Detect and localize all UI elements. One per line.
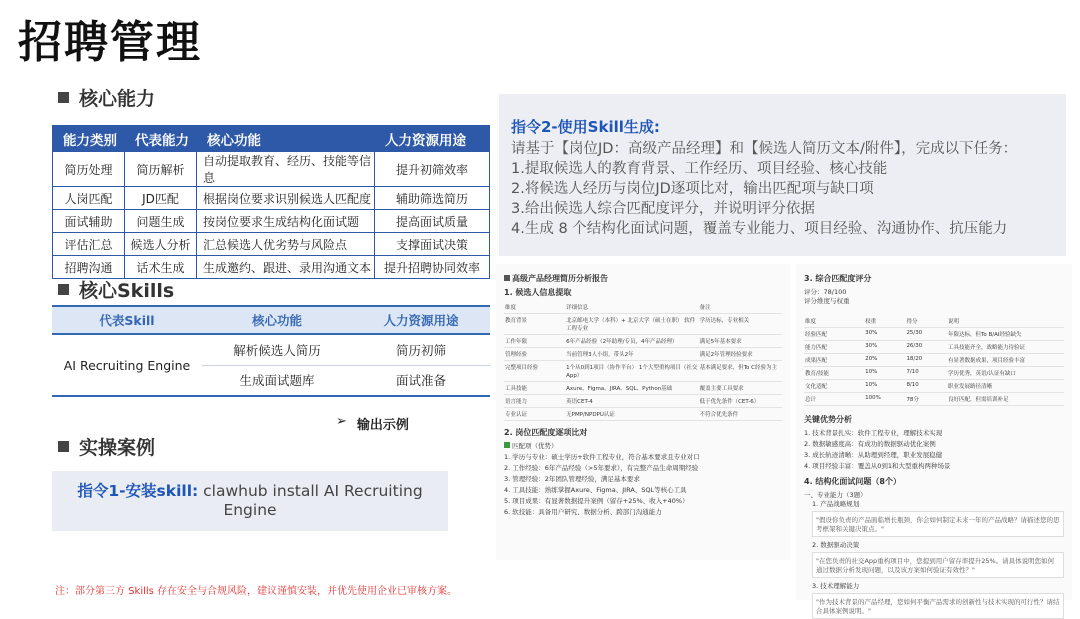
score-basis: 评分维度与权重: [804, 297, 850, 305]
score-cell: 30%: [864, 341, 905, 354]
score-cell: 能力匹配: [804, 341, 864, 354]
question-title: 1. 产品战略规划: [812, 500, 860, 508]
score-cell: 8/10: [905, 380, 947, 393]
match-item: 5. 项目成果：有显著数据提升案例（留存+25%、收入+40%）: [504, 497, 689, 505]
table-row: [53, 210, 490, 233]
arrow-icon: ➢: [336, 414, 347, 429]
report-row: [504, 348, 782, 361]
table-cell: 生成面试题库: [202, 365, 352, 396]
question-text: "作为技术背景的产品经理，您如何平衡产品需求的创新性与技术实现的可行性？请结合具体案例说明。": [812, 593, 1064, 619]
advantage-text: 项目经验丰富：覆盖从0到1和大型重构两种场景: [812, 462, 951, 470]
match-item: 1. 学历与专业：硕士学历+软件工程专业，符合基本要求且专业对口: [504, 453, 700, 461]
skill-name: AI Recruiting Engine: [52, 334, 202, 396]
table-cell: 简历初筛: [395, 342, 446, 358]
table-cell: 自动提取教育、经历、技能等信息: [197, 152, 375, 187]
score-row: [804, 354, 1064, 367]
score-cell: 20%: [864, 354, 905, 367]
risk-note: 注：部分第三方 Skills 存在安全与合规风险，建议谨慎安装，并优先使用企业已审核方案。: [55, 586, 458, 597]
table-cell: 话术生成: [125, 256, 197, 279]
cmd2-line: 4.生成 8 个结构化面试问题，覆盖专业能力、项目经验、沟通协作、抗压能力: [511, 221, 1008, 237]
match-text: 工具技能：熟练掌握Axure、Figma、JIRA、SQL等核心工具: [512, 486, 687, 494]
advantage-item: 3. 成长轨迹清晰：从助理到经理，职业发展稳健: [804, 451, 943, 459]
table-cell: JD匹配: [125, 187, 197, 210]
report-cell: 工具技能: [504, 382, 565, 395]
score-cell: 26/30: [905, 341, 947, 354]
report-cell: 无PMP/NPDPU认证: [565, 408, 698, 421]
table-header: 能力类别: [53, 126, 125, 152]
report-section: 1. 候选人信息提取: [504, 288, 572, 297]
table-cell: 支撑面试决策: [375, 233, 490, 256]
report-row: [504, 395, 782, 408]
score-table: 维度 权重 得分 说明 经验匹配 30% 25/30 年限达标，但To B/AI经验缺失 能力匹配 30% 26/30 工具技能齐全，战略能力待验证 成果匹配 20% 18/20 有显著数据成果，项目经验丰富 教育/技能 10% 7/10 学历优秀，英语/认证有缺口 文化适配 10% 8/10 职业发展路径清晰 总计 100% 78分 良好匹配，但需培训补足: [804, 315, 1064, 406]
table-header: 代表Skill: [52, 306, 202, 334]
table-cell: 根据岗位要求识别候选人匹配度: [197, 187, 375, 210]
match-list: [504, 452, 782, 516]
report-cell: 当前管理3人小组，带头2年: [565, 348, 698, 361]
score-row: [804, 380, 1064, 393]
key-advantages: 关键优势分析: [804, 415, 852, 424]
section-practice: 实操案例: [58, 433, 155, 460]
match-item: 3. 管理经验：2年团队管理经验，满足基本要求: [504, 475, 640, 483]
advantage-item: 4. 项目经验丰富：覆盖从0到1和大型重构两种场景: [804, 462, 951, 470]
advantage-text: 技术背景扎实：软件工程专业，理解技术实现: [812, 429, 943, 437]
table-cell: 面试辅助: [53, 210, 125, 233]
cmd2-line: 2.将候选人经历与岗位JD逐项比对，输出匹配项与缺口项: [511, 181, 874, 197]
report-row: [504, 408, 782, 421]
score-cell: 30%: [864, 328, 905, 341]
report-cell: 1个从0到1项目（协作平台） 1个大型重构项目（社交App）: [565, 361, 698, 382]
score-cell: 78分: [905, 393, 947, 406]
table-cell: 辅助筛选简历: [375, 187, 490, 210]
table-cell: 人岗匹配: [53, 187, 125, 210]
report-cell: 英语CET-4: [565, 395, 698, 408]
match-text: 学历与专业：硕士学历+软件工程专业，符合基本要求且专业对口: [512, 453, 700, 461]
score-cell: 年限达标，但To B/AI经验缺失: [947, 328, 1064, 341]
score-cell: 经验匹配: [804, 328, 864, 341]
report-cell: 满足2年管理经验要求: [699, 348, 782, 361]
report-cell: 覆盖主要工具要求: [699, 382, 782, 395]
usage-command-panel: [499, 94, 1066, 256]
report-title: 高级产品经理简历分析报告: [504, 273, 782, 284]
question-text: "在您负责的社交App重构项目中，您提到用户留存率提升25%。请具体说明您如何通过数据分析发现问题，以及该方案如何验证有效性？": [812, 552, 1064, 578]
table-header: 代表能力: [125, 126, 197, 152]
advantage-list: [804, 428, 1064, 470]
score-cell: 总计: [804, 393, 864, 406]
score-row: [804, 393, 1064, 406]
score-cell: 有显著数据成果，项目经验丰富: [947, 354, 1064, 367]
match-item: 6. 软技能：具备用户研究、数据分析、跨部门沟通能力: [504, 508, 662, 516]
table-header: 核心功能: [202, 306, 352, 334]
table-cell: 简历解析: [125, 152, 197, 187]
report-cell: Axure、Figma、JIRA、SQL、Python基础: [565, 382, 698, 395]
score-cell: 良好匹配，但需培训补足: [947, 393, 1064, 406]
square-bullet-icon: [58, 441, 69, 452]
table-cell: 解析候选人简历: [233, 342, 321, 358]
score-row: [804, 328, 1064, 341]
section-core-ability: 核心能力: [58, 84, 155, 111]
table-cell: 汇总候选人优劣势与风险点: [197, 233, 375, 256]
table-cell: 按岗位要求生成结构化面试题: [197, 210, 375, 233]
score-cell: 10%: [864, 380, 905, 393]
table-row: [53, 152, 490, 187]
cmd2-line: 请基于【岗位JD：高级产品经理】和【候选人简历文本/附件】，完成以下任务：: [511, 141, 1018, 157]
report-cell: 满足5年基本要求: [699, 335, 782, 348]
question-title: 2. 数据驱动决策: [812, 541, 860, 549]
report-cell: 北京邮电大学（本科）+ 北京大学（硕士在职） 软件工程专业: [565, 314, 698, 335]
report-cell: 学历达标，专业相关: [699, 314, 782, 335]
report-cell: 管理经验: [504, 348, 565, 361]
table-cell: 提升初筛效率: [375, 152, 490, 187]
score-text: 评分：78/100: [804, 288, 847, 296]
question-title: 3. 技术理解能力: [812, 582, 860, 590]
match-text: 工作经验：6年产品经验（>5年要求），有完整产品生命周期经验: [512, 464, 699, 472]
score-row: [804, 341, 1064, 354]
table-cell: 评估汇总: [53, 233, 125, 256]
table-row: [53, 233, 490, 256]
report-cell: 基本满足要求，但To C经验为主: [699, 361, 782, 382]
advantage-text: 数据敏感度高：有成功的数据驱动优化案例: [812, 440, 936, 448]
advantage-item: 1. 技术背景扎实：软件工程专业，理解技术实现: [804, 429, 943, 437]
table-row: [53, 187, 490, 210]
report-row: [504, 361, 782, 382]
score-cell: 学历优秀，英语/认证有缺口: [947, 367, 1064, 380]
report-preview-right: [796, 264, 1072, 615]
score-cell: 100%: [864, 393, 905, 406]
table-cell: 简历处理: [53, 152, 125, 187]
square-bullet-icon: [58, 284, 69, 295]
score-cell: 文化适配: [804, 380, 864, 393]
table-cell: 提高面试质量: [375, 210, 490, 233]
match-heading: 匹配项（优势）: [504, 441, 782, 450]
score-cell: 7/10: [905, 367, 947, 380]
report-section: 3. 综合匹配度评分: [804, 274, 872, 283]
report-cell: 语言能力: [504, 395, 565, 408]
advantage-text: 成长轨迹清晰：从助理到经理，职业发展稳健: [812, 451, 943, 459]
report-row: [504, 382, 782, 395]
match-text: 管理经验：2年团队管理经验，满足基本要求: [512, 475, 640, 483]
page-title: 招聘管理: [18, 17, 202, 68]
match-item: 4. 工具技能：熟练掌握Axure、Figma、JIRA、SQL等核心工具: [504, 486, 687, 494]
score-cell: 25/30: [905, 328, 947, 341]
score-cell: 工具技能齐全，战略能力待验证: [947, 341, 1064, 354]
output-example-label: ➢ 输出示例: [336, 414, 409, 433]
square-bullet-icon: [58, 92, 69, 103]
report-section: 2. 岗位匹配度逐项比对: [504, 428, 588, 437]
report-row: [504, 314, 782, 335]
report-cell: 6年产品经验（2年助理/专员，4年产品经理）: [565, 335, 698, 348]
match-text: 软技能：具备用户研究、数据分析、跨部门沟通能力: [512, 508, 662, 516]
cmd2-line: 1.提取候选人的教育背景、工作经历、项目经验、核心技能: [511, 161, 888, 177]
cmd2-line: 3.给出候选人综合匹配度评分，并说明评分依据: [511, 201, 815, 217]
report-cell: 工作年限: [504, 335, 565, 348]
section-core-skills: 核心Skills: [58, 276, 174, 303]
table-cell: 招聘沟通: [53, 256, 125, 279]
question-group: 一、专业能力（3题）: [804, 491, 867, 499]
cmd2-label: 指令2-使用Skill生成:: [511, 118, 660, 136]
doc-icon: [504, 275, 510, 281]
report-cell: 不符合优先条件: [699, 408, 782, 421]
question-text: "假设你负责的产品面临增长瓶颈，你会如何制定未来一年的产品战略？请描述您的思考框架和关键决策点。": [812, 511, 1064, 537]
advantage-item: 2. 数据敏感度高：有成功的数据驱动优化案例: [804, 440, 936, 448]
install-command-box: 指令1-安装skill: clawhub install AI Recruiting Engine: [52, 471, 448, 531]
report-row: [504, 335, 782, 348]
table-cell: 提升招聘协同效率: [375, 256, 490, 279]
report-cell: 专业认证: [504, 408, 565, 421]
score-cell: 10%: [864, 367, 905, 380]
score-cell: 成果匹配: [804, 354, 864, 367]
report-cell: 完整项目经验: [504, 361, 565, 382]
table-cell: 问题生成: [125, 210, 197, 233]
check-icon: [504, 442, 510, 448]
score-cell: 教育/技能: [804, 367, 864, 380]
report-table: 维度 详细信息 备注 教育背景 北京邮电大学（本科）+ 北京大学（硕士在职） 软件工程专业 学历达标，专业相关 工作年限 6年产品经验（2年助理/专员，4年产品经理） 满足5年基本要求 管理经验 当前管理3人小组，带头2年 满足2年管理经验要求 完整项目经验 1个从0到1项目（协作平台） 1个大型重构项目（社交App） 基本满足要求，但To C经验为主 工具技能 Axure、Figma、JIRA、SQL、Python基础 覆盖主要工具要求 语言能力 英语CET-4 低于优先条件（CET-6） 专业认证 无PMP/NPDPU认证 不符合优先条件: [504, 301, 782, 421]
score-row: [804, 367, 1064, 380]
report-section: 4. 结构化面试问题（8个）: [804, 477, 901, 486]
report-cell: 教育背景: [504, 314, 565, 335]
table-cell: 候选人分析: [125, 233, 197, 256]
table-header: 人力资源用途: [375, 126, 490, 152]
score-cell: 18/20: [905, 354, 947, 367]
cmd1-label: 指令1-安装skill:: [77, 482, 199, 500]
table-cell: 生成邀约、跟进、录用沟通文本: [197, 256, 375, 279]
match-item: 2. 工作经验：6年产品经验（>5年要求），有完整产品生命周期经验: [504, 464, 699, 472]
match-text: 项目成果：有显著数据提升案例（留存+25%、收入+40%）: [512, 497, 689, 505]
report-cell: 低于优先条件（CET-6）: [699, 395, 782, 408]
score-cell: 职业发展路径清晰: [947, 380, 1064, 393]
table-cell: 面试准备: [352, 365, 490, 396]
table-header: 人力资源用途: [352, 306, 490, 334]
skills-table: [52, 305, 490, 397]
capability-table: [52, 125, 490, 279]
table-header: 核心功能: [197, 126, 375, 152]
report-preview-left: [496, 264, 790, 560]
